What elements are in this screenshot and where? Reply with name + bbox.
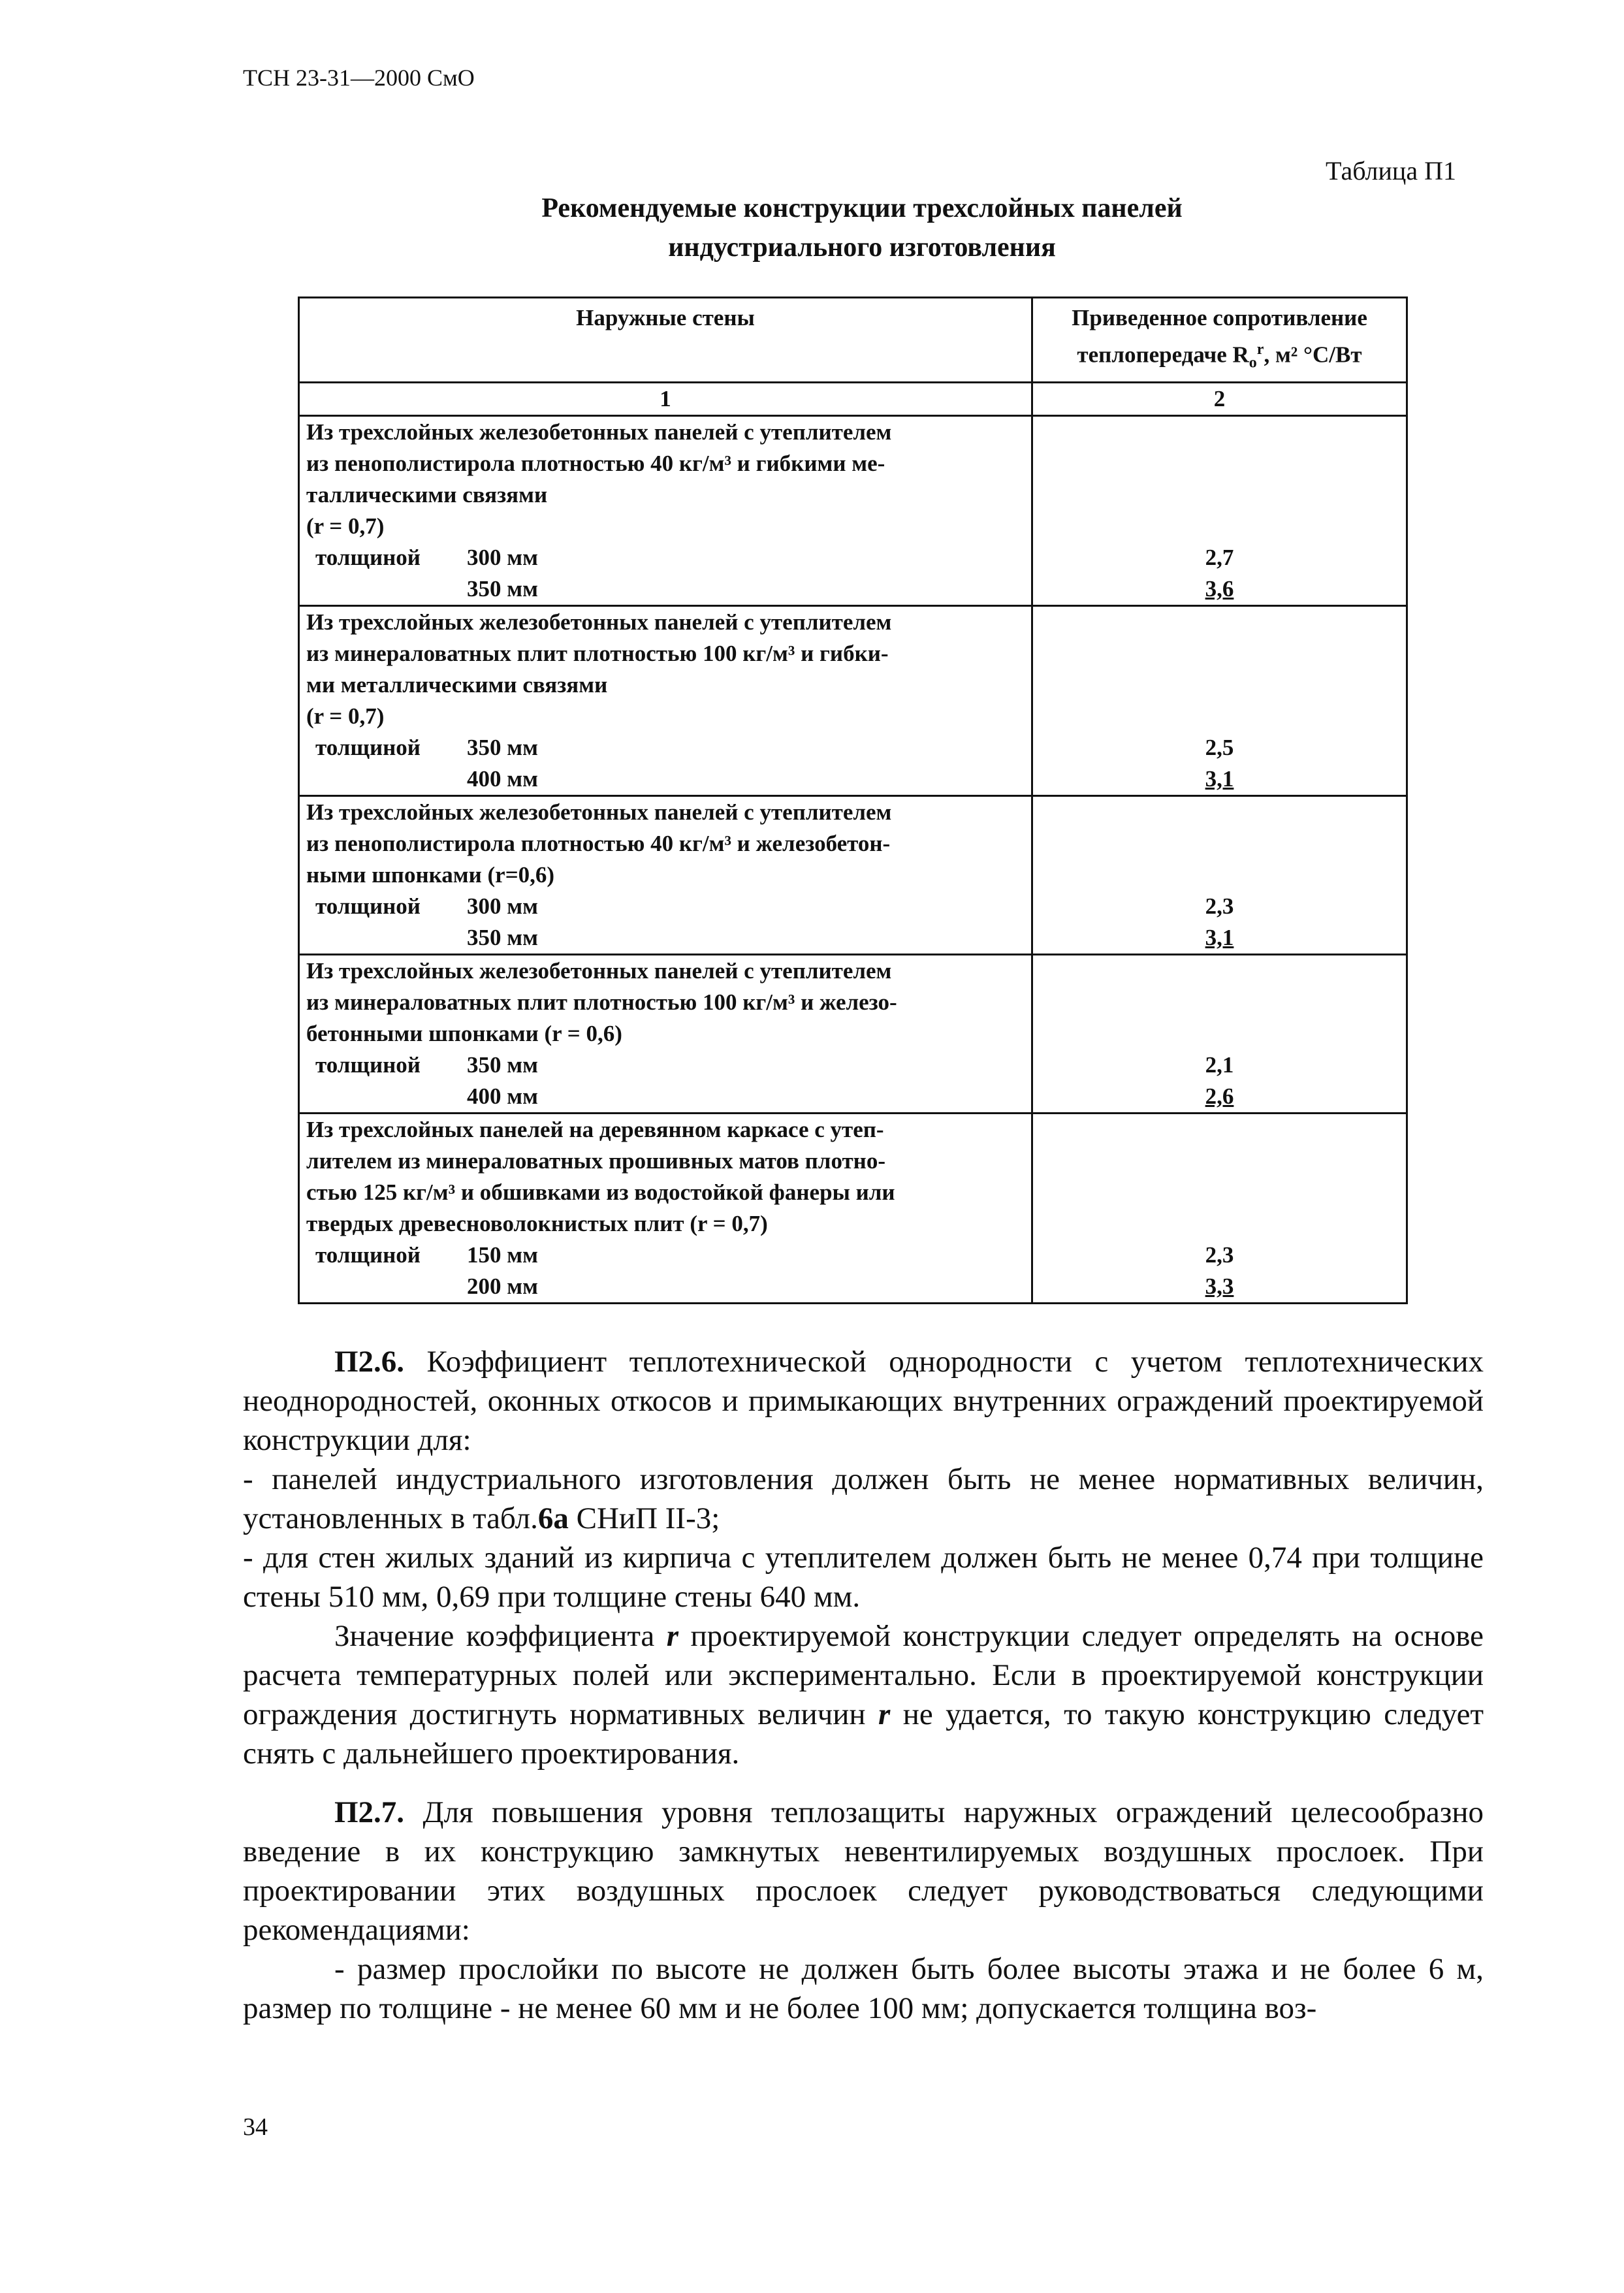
p2-7-item-1: - размер прослойки по высоте не должен быть более высоты этажа и не более 6 м, размер по толщине - не менее 60 мм и не более 100 мм; допускается толщина воз- bbox=[243, 1952, 1484, 2025]
value-1: 2,5 bbox=[1205, 734, 1234, 760]
thickness-1: 300 мм bbox=[467, 893, 538, 919]
row-description: Из трехслойных железобетонных панелей с утеплителем из пенополистирола плотностью 40 кг/м³ и гибкими ме- таллическими связями (r = 0,7) толщиной 300 мм 350 мм bbox=[299, 415, 1032, 605]
thickness-2: 400 мм bbox=[467, 1083, 538, 1109]
row-values bbox=[1032, 954, 1407, 1113]
col2-header-line1: Приведенное сопротивление bbox=[1072, 305, 1367, 330]
col1-number: 1 bbox=[299, 382, 1032, 415]
section-p2-6 bbox=[243, 1342, 1484, 1773]
thickness-label: толщиной bbox=[315, 1242, 421, 1268]
section-p2-7 bbox=[243, 1793, 1484, 2028]
table-title-line1: Рекомендуемые конструкции трехслойных панелей bbox=[541, 193, 1183, 223]
table-row bbox=[299, 795, 1407, 954]
value-1: 2,3 bbox=[1205, 1242, 1234, 1268]
row-values bbox=[1032, 795, 1407, 954]
p2-6-conclusion: Значение коэффициента r проектируемой конструкции следует определять на основе расчета температурных полей или экспериментально. Если в проектируемой конструкции ограждения достигнуть нормативных величин r не удается, то такую конструкцию следует снять с дальнейшего проектирования. bbox=[243, 1619, 1484, 1771]
col1-header: Наружные стены bbox=[299, 298, 1032, 383]
value-2: 2,6 bbox=[1205, 1083, 1234, 1109]
thickness-label: толщиной bbox=[315, 734, 421, 760]
panels-table bbox=[298, 297, 1408, 1304]
table-row bbox=[299, 605, 1407, 795]
value-2: 3,1 bbox=[1205, 765, 1234, 792]
value-2: 3,6 bbox=[1205, 575, 1234, 601]
thickness-2: 200 мм bbox=[467, 1273, 538, 1299]
table-label: Таблица П1 bbox=[1326, 156, 1456, 185]
value-1: 2,1 bbox=[1205, 1051, 1234, 1078]
col2-header bbox=[1032, 298, 1407, 383]
p2-7-label: П2.7. bbox=[334, 1795, 405, 1829]
table-row bbox=[299, 954, 1407, 1113]
row-values bbox=[1032, 1113, 1407, 1303]
thickness-2: 350 мм bbox=[467, 575, 538, 601]
table-title-line2: индустриального изготовления bbox=[668, 233, 1056, 263]
row-description: Из трехслойных железобетонных панелей с утеплителем из минераловатных плит плотностью 100 кг/м³ и гибки- ми металлическими связями (r = 0,7) толщиной 350 мм 400 мм bbox=[299, 605, 1032, 795]
table-number-row bbox=[299, 382, 1407, 415]
thickness-1: 150 мм bbox=[467, 1242, 538, 1268]
value-2: 3,1 bbox=[1205, 924, 1234, 950]
col2-header-line2: теплопередаче $R_o^r$, м² °С/Вт bbox=[1077, 341, 1362, 372]
row-description: Из трехслойных железобетонных панелей с утеплителем из пенополистирола плотностью 40 кг/м³ и железобетон- ными шпонками (r=0,6) толщиной 300 мм 350 мм bbox=[299, 795, 1032, 954]
thickness-1: 350 мм bbox=[467, 734, 538, 760]
thickness-1: 350 мм bbox=[467, 1051, 538, 1078]
p2-7-intro: П2.7. Для повышения уровня теплозащиты наружных ограждений целесообразно введение в их конструкцию замкнутых невентилируемых воздушных прослоек. При проектировании этих воздушных прослоек следует руководствоваться следующими рекомендациями: bbox=[243, 1795, 1484, 1947]
thickness-label: толщиной bbox=[315, 1051, 421, 1078]
col2-number: 2 bbox=[1032, 382, 1407, 415]
page-number: 34 bbox=[243, 2113, 268, 2141]
row-description: Из трехслойных железобетонных панелей с утеплителем из минераловатных плит плотностью 100 кг/м³ и железо- бетонными шпонками (r = 0,6) толщиной 350 мм 400 мм bbox=[299, 954, 1032, 1113]
p2-6-label: П2.6. bbox=[334, 1345, 405, 1379]
document-code: ТСН 23-31—2000 СмО bbox=[243, 65, 475, 91]
thickness-2: 400 мм bbox=[467, 765, 538, 792]
thickness-label: толщиной bbox=[315, 893, 421, 919]
p2-6-intro: П2.6. Коэффициент теплотехнической однородности с учетом теплотехнических неоднородностей, оконных откосов и примыкающих внутренних ограждений проектируемой конструкции для: bbox=[243, 1345, 1484, 1457]
thickness-2: 350 мм bbox=[467, 924, 538, 950]
row-description: Из трехслойных панелей на деревянном каркасе с утеп- лителем из минераловатных прошивных матов плотно- стью 125 кг/м³ и обшивками из водостойкой фанеры или твердых древесноволокнистых плит (r = 0,7) толщиной 150 мм 200 мм bbox=[299, 1113, 1032, 1303]
p2-6-item-1: - панелей индустриального изготовления должен быть не менее нормативных величин, установленных в табл.6а СНиП II-3; bbox=[243, 1462, 1484, 1535]
table-header-row bbox=[299, 298, 1407, 383]
thickness-label: толщиной bbox=[315, 544, 421, 570]
value-1: 2,3 bbox=[1205, 893, 1234, 919]
table-row bbox=[299, 415, 1407, 605]
row-values bbox=[1032, 605, 1407, 795]
value-1: 2,7 bbox=[1205, 544, 1234, 570]
thickness-1: 300 мм bbox=[467, 544, 538, 570]
p2-6-item-2: - для стен жилых зданий из кирпича с утеплителем должен быть не менее 0,74 при толщине стены 510 мм, 0,69 при толщине стены 640 мм. bbox=[243, 1541, 1484, 1614]
table-row bbox=[299, 1113, 1407, 1303]
row-values bbox=[1032, 415, 1407, 605]
value-2: 3,3 bbox=[1205, 1273, 1234, 1299]
